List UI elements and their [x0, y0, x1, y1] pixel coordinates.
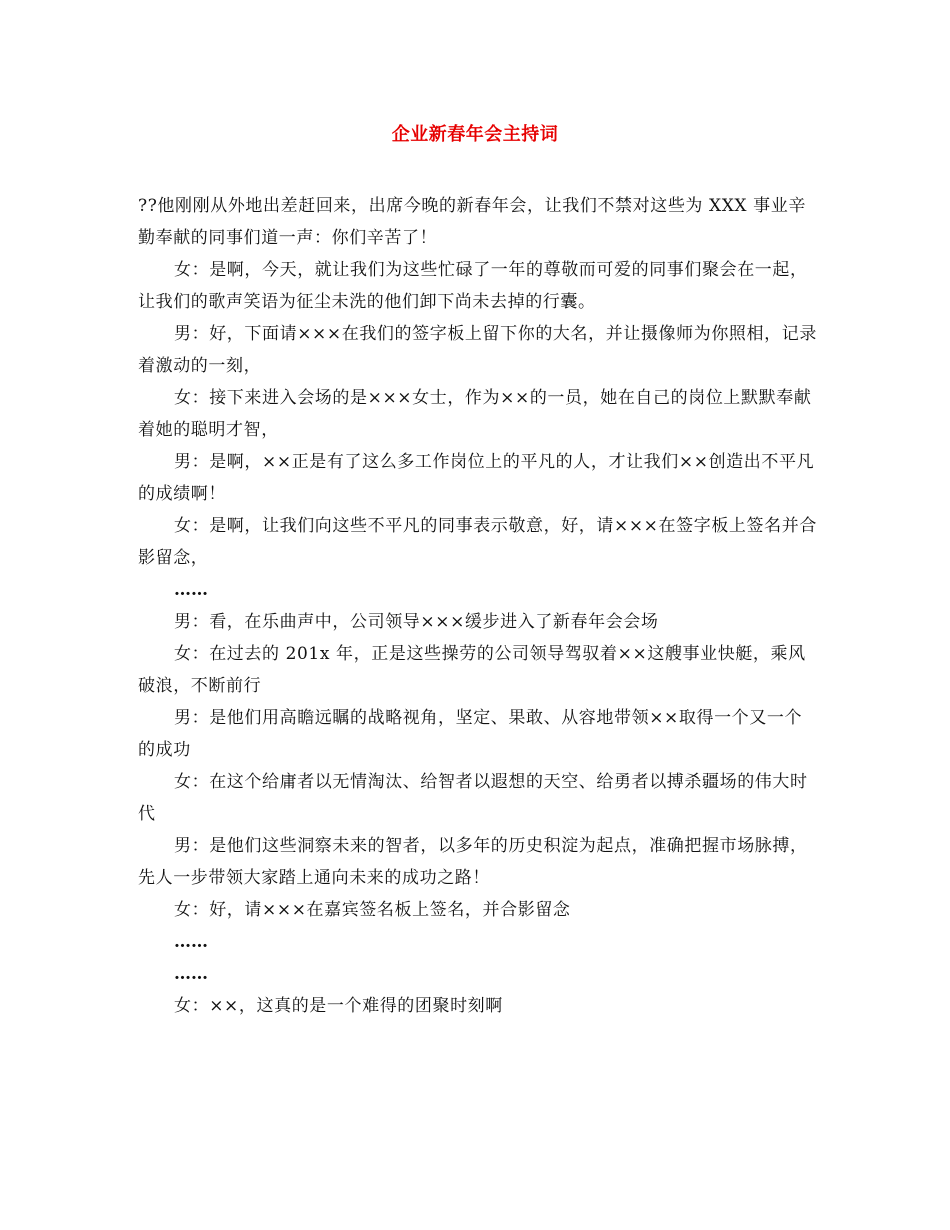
paragraph: 女：接下来进入会场的是×××女士，作为××的一员，她在自己的岗位上默默奉献着她的聪明才智，: [138, 388, 812, 440]
document-body: [138, 190, 818, 1022]
paragraph: 男：看，在乐曲声中，公司领导×××缓步进入了新春年会会场: [174, 612, 659, 632]
ellipsis-line: ……: [174, 932, 208, 952]
paragraph: 女：在这个给庸者以无情淘汰、给智者以遐想的天空、给勇者以搏杀疆场的伟大时代: [138, 772, 808, 824]
ellipsis-line: ……: [174, 580, 208, 600]
paragraph: ??他刚刚从外地出差赶回来，出席今晚的新春年会，让我们不禁对这些为 XXX 事业辛勤奉献的同事们道一声：你们辛苦了！: [138, 196, 806, 248]
paragraph: 女：好，请×××在嘉宾签名板上签名，并合影留念: [174, 900, 571, 920]
paragraph: 女：是啊，让我们向这些不平凡的同事表示敬意，好，请×××在签字板上签名并合影留念，: [138, 516, 817, 568]
paragraph: 男：是他们这些洞察未来的智者，以多年的历史积淀为起点，准确把握市场脉搏，先人一步带领大家踏上通向未来的成功之路！: [138, 836, 808, 888]
paragraph: 男：是他们用高瞻远瞩的战略视角，坚定、果敢、从容地带领××取得一个又一个的成功: [138, 708, 803, 760]
ellipsis-line: ……: [174, 964, 208, 984]
paragraph: 男：好，下面请×××在我们的签字板上留下你的大名，并让摄像师为你照相，记录着激动的一刻，: [138, 324, 817, 376]
document-title: 企业新春年会主持词: [391, 124, 559, 145]
paragraph: 女：是啊，今天，就让我们为这些忙碌了一年的尊敬而可爱的同事们聚会在一起，让我们的歌声笑语为征尘未洗的他们卸下尚未去掉的行囊。: [138, 260, 808, 312]
paragraph: 女：××，这真的是一个难得的团聚时刻啊: [174, 996, 503, 1016]
paragraph: 男：是啊，××正是有了这么多工作岗位上的平凡的人，才让我们××创造出不平凡的成绩啊！: [138, 452, 815, 504]
paragraph: 女：在过去的 201x 年，正是这些操劳的公司领导驾驭着××这艘事业快艇，乘风破浪，不断前行: [138, 644, 806, 696]
